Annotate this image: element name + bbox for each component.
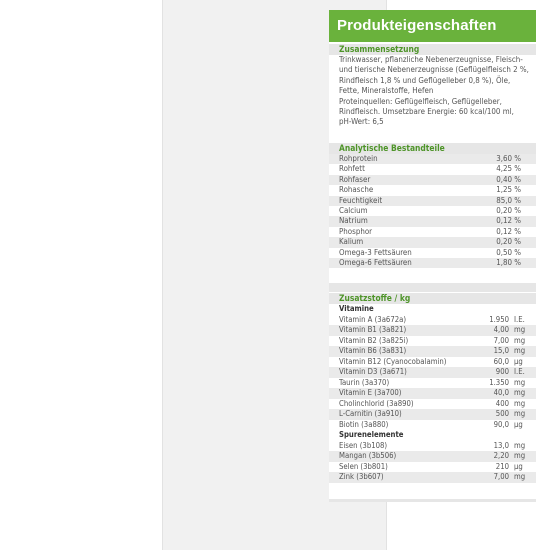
additive-row (329, 336, 536, 347)
composition-line: Trinkwasser, pflanzliche Nebenerzeugnisse, Fleisch- (339, 55, 523, 64)
analysis-value: 1,80 % (496, 257, 521, 267)
analysis-title: Analytische Bestandteile (329, 143, 536, 154)
additive-value: 90,0 (493, 419, 509, 429)
additive-value: 500 (495, 409, 509, 418)
product-properties-panel (329, 10, 536, 502)
additive-label: Biotin (3a880) (339, 419, 389, 429)
additive-label: Vitamin B6 (3a831) (339, 346, 407, 355)
additive-unit: I.E. (514, 367, 525, 376)
analysis-row (329, 164, 536, 174)
composition-line: pH-Wert: 6,5 (339, 117, 384, 127)
additive-label: Zink (3b607) (339, 472, 384, 481)
bottom-band (329, 499, 536, 502)
additives-group-heading (329, 304, 536, 315)
additive-row (329, 409, 536, 420)
additive-unit: I.E. (514, 314, 525, 324)
analysis-value: 1,25 % (496, 185, 521, 195)
analysis-row (329, 196, 536, 206)
analysis-label: Feuchtigkeit (339, 195, 383, 205)
separator-band (329, 283, 536, 292)
additive-unit: µg (514, 461, 523, 471)
additive-value: 1.350 (489, 377, 509, 387)
analysis-value: 0,50 % (496, 247, 521, 257)
additive-label: L-Carnitin (3a910) (339, 409, 402, 418)
analysis-label: Kalium (339, 237, 364, 247)
analysis-label: Calcium (339, 205, 368, 215)
additive-row (329, 462, 536, 473)
analysis-value: 0,40 % (496, 174, 521, 184)
additive-value: 900 (495, 367, 509, 376)
additive-value: 13,0 (493, 440, 509, 450)
analysis-row (329, 206, 536, 216)
additive-value: 2,20 (493, 451, 509, 460)
additives-group-heading (329, 430, 536, 441)
analysis-value: 0,12 % (496, 216, 521, 226)
additive-row (329, 420, 536, 431)
product-properties-box (162, 0, 529, 550)
composition-line: Rindfleisch. Umsetzbare Energie: 60 kcal/100 ml, (339, 106, 514, 116)
group-name: Vitamine (339, 304, 374, 313)
additive-value: 15,0 (493, 346, 509, 355)
analysis-label: Rohfaser (339, 174, 371, 184)
analysis-value: 3,60 % (496, 154, 521, 163)
analysis-label: Rohprotein (339, 154, 378, 163)
additive-row (329, 367, 536, 378)
analysis-label: Phosphor (339, 226, 373, 236)
analysis-row (329, 227, 536, 237)
additive-row (329, 357, 536, 368)
additives-title: Zusatzstoffe / kg (329, 293, 536, 304)
additives-table (329, 304, 536, 483)
additive-label: Cholinchlorid (3a890) (339, 398, 414, 408)
composition-line: Rindfleisch 1,8 % und Geflügelleber 0,8 %), Öle, (339, 75, 511, 85)
additive-label: Mangan (3b506) (339, 451, 397, 460)
additive-unit: mg (514, 472, 526, 481)
additive-value: 7,00 (493, 335, 509, 345)
additive-label: Vitamin E (3a700) (339, 388, 402, 397)
analysis-value: 85,0 % (496, 195, 521, 205)
additive-unit: mg (514, 388, 526, 397)
composition-title: Zusammensetzung (329, 44, 536, 55)
analysis-row (329, 175, 536, 185)
analysis-row (329, 237, 536, 247)
analysis-value: 0,20 % (496, 205, 521, 215)
analysis-label: Omega-3 Fettsäuren (339, 247, 412, 257)
panel-title: Produkteigenschaften (329, 10, 536, 42)
additive-row (329, 378, 536, 389)
analysis-value: 4,25 % (496, 164, 521, 174)
analysis-row (329, 248, 536, 258)
analysis-label: Rohfett (339, 164, 365, 174)
analysis-row (329, 216, 536, 226)
additive-row (329, 472, 536, 483)
additive-label: Taurin (3a370) (339, 377, 390, 387)
analysis-label: Rohasche (339, 185, 374, 195)
additive-value: 4,00 (493, 325, 509, 334)
additive-row (329, 325, 536, 336)
additive-row (329, 388, 536, 399)
analysis-row (329, 154, 536, 164)
additive-row (329, 441, 536, 452)
additive-value: 210 (495, 461, 509, 471)
additive-unit: mg (514, 440, 526, 450)
analysis-table (329, 154, 536, 268)
additive-value: 400 (495, 398, 509, 408)
additive-value: 60,0 (493, 356, 509, 366)
additive-row (329, 399, 536, 410)
additive-unit: mg (514, 409, 526, 418)
analysis-row (329, 185, 536, 195)
additive-value: 1.950 (489, 314, 509, 324)
additive-unit: mg (514, 398, 526, 408)
additive-label: Vitamin B1 (3a821) (339, 325, 407, 334)
additive-unit: mg (514, 346, 526, 355)
additive-unit: µg (514, 356, 523, 366)
analysis-label: Omega-6 Fettsäuren (339, 257, 412, 267)
additive-label: Selen (3b801) (339, 461, 388, 471)
composition-line: Fette, Mineralstoffe, Hefen (339, 86, 434, 96)
additive-unit: µg (514, 419, 523, 429)
additive-unit: mg (514, 335, 526, 345)
additive-unit: mg (514, 377, 526, 387)
composition-text (339, 55, 529, 128)
additive-label: Eisen (3b108) (339, 440, 388, 450)
composition-line: und tierische Nebenerzeugnisse (Geflügelfleisch 2 %, (339, 65, 529, 75)
additive-row (329, 451, 536, 462)
group-name: Spurenelemente (339, 430, 404, 439)
composition-line: Proteinquellen: Geflügelfleisch, Geflügelleber, (339, 96, 502, 106)
additive-label: Vitamin A (3a672a) (339, 314, 407, 324)
additive-value: 7,00 (493, 472, 509, 481)
additive-unit: mg (514, 451, 526, 460)
additive-label: Vitamin B12 (Cyanocobalamin) (339, 356, 447, 366)
additive-row (329, 315, 536, 326)
analysis-value: 0,12 % (496, 226, 521, 236)
analysis-row (329, 258, 536, 268)
additive-value: 40,0 (493, 388, 509, 397)
additive-label: Vitamin B2 (3a825i) (339, 335, 409, 345)
additive-row (329, 346, 536, 357)
analysis-value: 0,20 % (496, 237, 521, 247)
additive-unit: mg (514, 325, 526, 334)
additive-label: Vitamin D3 (3a671) (339, 367, 407, 376)
analysis-label: Natrium (339, 216, 368, 226)
